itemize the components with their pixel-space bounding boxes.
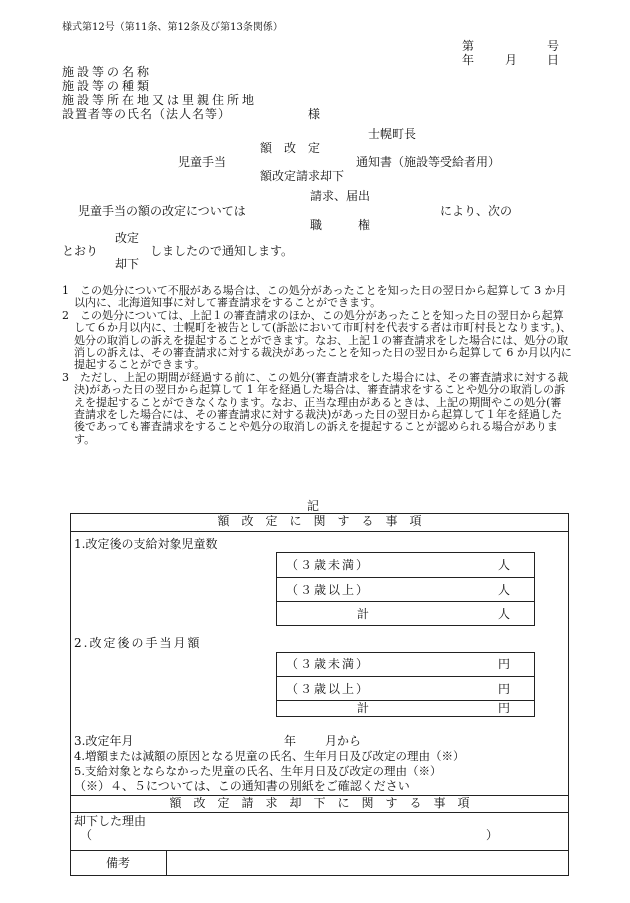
sama-label: 様 <box>308 107 321 121</box>
facility-type-label: 施設等の種類 <box>62 79 153 93</box>
section2-header: 額 改 定 請 求 却 下 に 関 す る 事 項 <box>169 796 470 810</box>
body-seikyu: 請求、届出 <box>310 189 371 203</box>
item4-label: 4.増額または減額の原因となる児童の氏名、生年月日及び改定の理由（※） <box>74 749 465 763</box>
notes-section <box>62 285 572 446</box>
title-kyakka: 額改定請求却下 <box>260 169 345 183</box>
item3-month: 月から <box>325 734 362 748</box>
body-kaitei: 改定 <box>115 231 140 245</box>
body-toori: とおり <box>62 244 99 258</box>
child-total-unit: 人 <box>498 607 511 621</box>
issuer: 士幌町長 <box>368 127 417 141</box>
remarks-label: 備考 <box>106 856 131 870</box>
note-1: 1 この処分について不服がある場合は、この処分があったことを知った日の翌日から起算して 3 か月以内に、北海道知事に対して審査請求をすることができます。 <box>62 284 567 310</box>
header-divider <box>70 531 569 532</box>
note-ref: （※）４、５については、この通知書の別紙をご確認ください <box>74 779 410 793</box>
date-year: 年 <box>462 53 475 67</box>
note-3: 3 ただし、上記の期間が経過する前に、この処分(審査請求をした場合には、その審査請求に対する裁決)があった日の翌日から起算して 1 年を経過した場合は、審査請求をすることや処分の取消しの訴えを提起することができなくなります。なお、正当な理由があるときは、上記の期間やこの処分(審査請求をした場合には、その審査請求に対する裁決)があった日の翌日から起算して１年を経過した後であっても審査請求をすることや処分の取消しの訴えを提起することが認められる場合があります。 <box>62 370 569 446</box>
body-kyakka: 却下 <box>115 257 140 271</box>
amount-total-unit: 円 <box>498 701 511 715</box>
section1-header: 額 改 定 に 関 す る 事 項 <box>217 514 422 528</box>
child-total-label: 計 <box>357 607 370 621</box>
item1-label: 1.改定後の支給対象児童数 <box>74 537 218 551</box>
child-under3-label: （３歳未満） <box>286 558 371 572</box>
child-over3-label: （３歳以上） <box>286 583 371 597</box>
title-suffix: 通知書（施設等受給者用） <box>356 155 501 169</box>
date-month: 月 <box>505 53 518 67</box>
facility-name-label: 施設等の名称 <box>62 65 153 79</box>
item5-label: 5.支給対象とならなかった児童の氏名、生年月日及び改定の理由（※） <box>74 764 442 778</box>
paren-close: ） <box>486 828 499 842</box>
item3-label: 3.改定年月 <box>74 734 134 748</box>
title-gaku-kaitei: 額 改 定 <box>260 141 321 155</box>
note-2: 2 この処分については、上記１の審査請求のほか、この処分があったことを知った日の翌日から起算して６か月以内に、士幌町を被告として(訴訟において市町村を代表する者は市町村長となります。)、処分の取消しの訴えを提起することができます。なお、上記１の審査請求をした場合には、処分の取消しの訴えは、その審査請求に対する裁決があったことを知った日の翌日から起算して 6 か月以内に提起することができます。 <box>62 308 572 372</box>
doc-number-go: 号 <box>547 39 560 53</box>
paren-open: （ <box>80 828 93 842</box>
child-over3-unit: 人 <box>498 583 511 597</box>
amount-under3-label: （３歳未満） <box>286 657 371 671</box>
reject-reason-label: 却下した理由 <box>74 814 147 828</box>
item2-label: 2.改定後の手当月額 <box>74 636 202 650</box>
body-shita: しましたので通知します。 <box>150 244 294 258</box>
doc-number-dai: 第 <box>462 39 475 53</box>
title-jidou-teate: 児童手当 <box>178 155 227 169</box>
amount-over3-unit: 円 <box>498 682 511 696</box>
item3-year: 年 <box>284 734 297 748</box>
child-under3-unit: 人 <box>498 558 511 572</box>
facility-address-label: 施設等所在地又は里親住所地 <box>62 93 258 107</box>
form-number: 様式第12号（第11条、第12条及び第13条関係） <box>62 22 283 33</box>
amount-over3-label: （３歳以上） <box>286 682 371 696</box>
body-shokken: 職 権 <box>310 218 371 232</box>
body-intro: 児童手当の額の改定については <box>78 204 246 218</box>
amount-under3-unit: 円 <box>498 657 511 671</box>
date-day: 日 <box>547 53 560 67</box>
body-yori: により、次の <box>440 204 513 218</box>
founder-name-label: 設置者等の氏名（法人名等） <box>62 107 232 121</box>
amount-total-label: 計 <box>357 701 370 715</box>
ki-label: 記 <box>307 499 320 513</box>
